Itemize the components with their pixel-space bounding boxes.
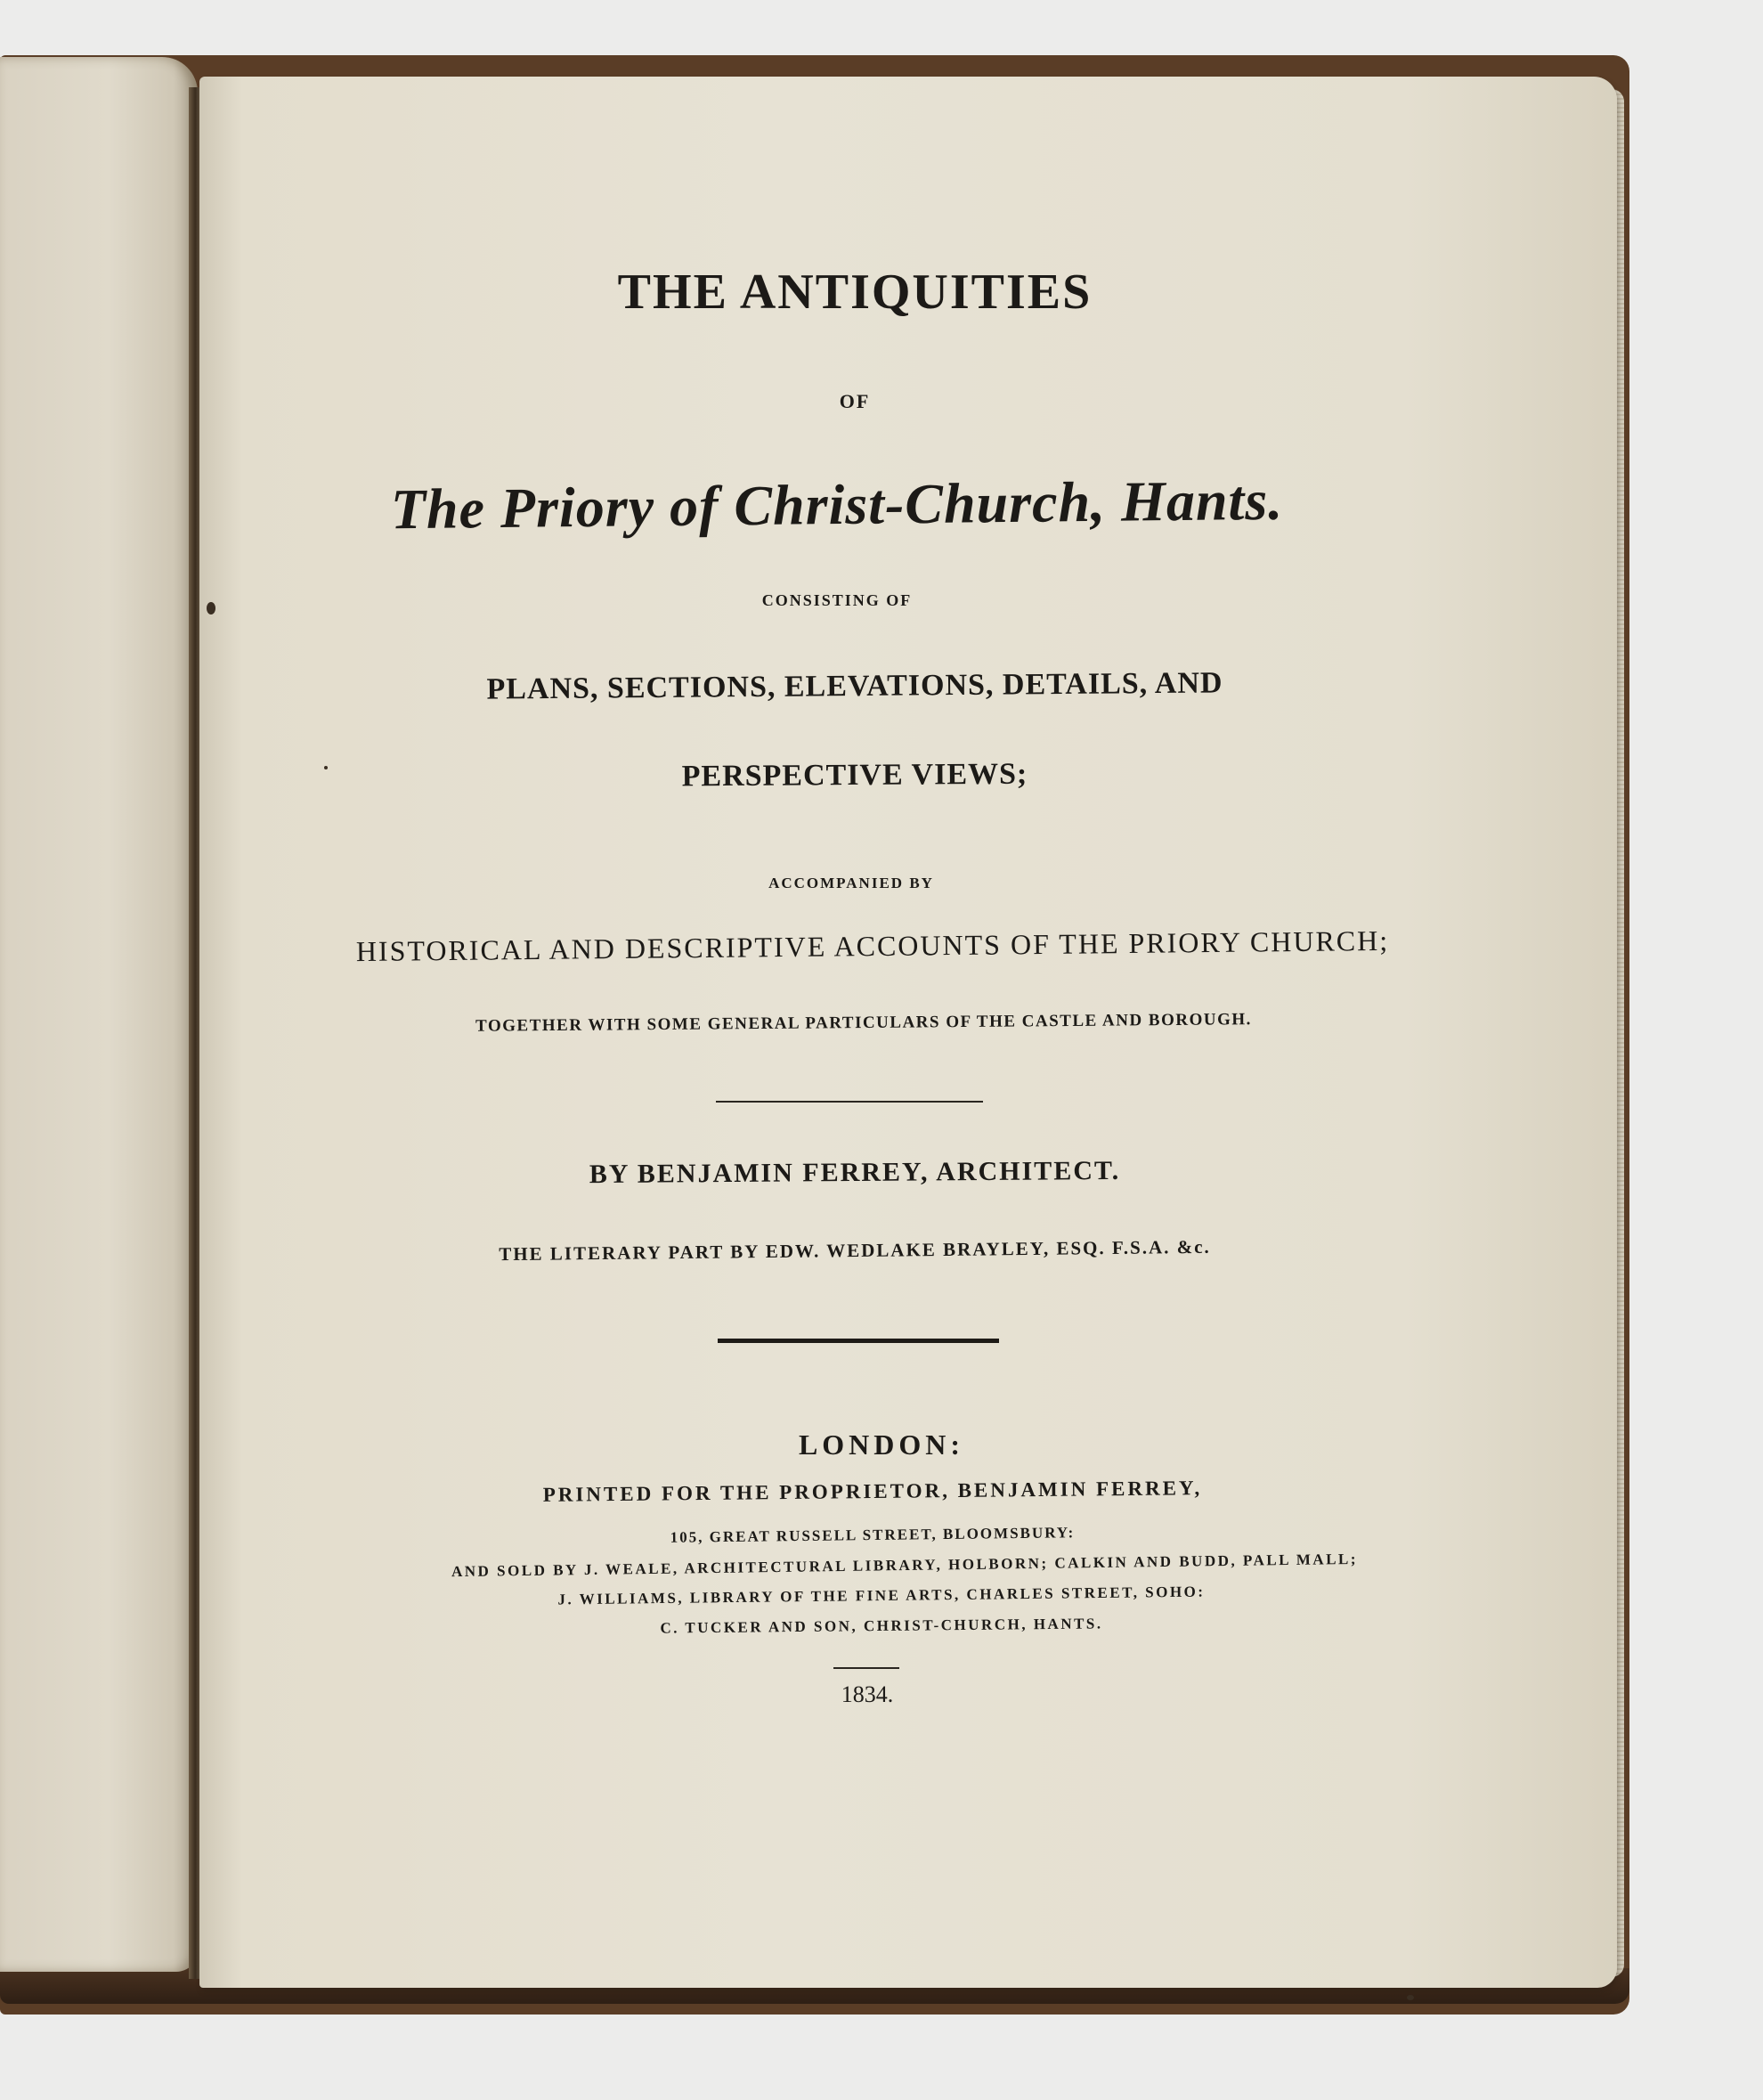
imprint-address: 105, GREAT RUSSELL STREET, BLOOMSBURY: xyxy=(670,1524,1076,1546)
imprint-printed: PRINTED FOR THE PROPRIETOR, BENJAMIN FERREY, xyxy=(542,1477,1203,1506)
historical-line: HISTORICAL AND DESCRIPTIVE ACCOUNTS OF THE PRIORY CHURCH; xyxy=(355,924,1390,968)
book-subject: The Priory of Christ-Church, Hants. xyxy=(390,468,1284,541)
imprint-tucker: C. TUCKER AND SON, CHRIST-CHURCH, HANTS. xyxy=(660,1615,1103,1637)
title-connector: OF xyxy=(839,390,871,412)
ink-speck xyxy=(1407,1995,1414,2000)
accompanied-label: ACCOMPANIED BY xyxy=(768,875,934,891)
imprint-sold-by: AND SOLD BY J. WEALE, ARCHITECTURAL LIBRARY, HOLBORN; CALKIN AND BUDD, PALL MALL; xyxy=(451,1550,1359,1581)
double-rule xyxy=(718,1339,999,1343)
imprint-williams: J. WILLIAMS, LIBRARY OF THE FINE ARTS, CHARLES STREET, SOHO: xyxy=(557,1583,1206,1608)
literary-credit: THE LITERARY PART BY EDW. WEDLAKE BRAYLEY, ESQ. F.S.A. &c. xyxy=(499,1235,1211,1266)
author-line: BY BENJAMIN FERREY, ARCHITECT. xyxy=(589,1155,1121,1190)
divider-rule xyxy=(716,1101,983,1103)
book-title: THE ANTIQUITIES xyxy=(617,265,1093,320)
imprint-city: LONDON: xyxy=(798,1428,965,1461)
together-line: TOGETHER WITH SOME GENERAL PARTICULARS OF THE CASTLE AND BOROUGH. xyxy=(475,1010,1252,1036)
contents-line-1: PLANS, SECTIONS, ELEVATIONS, DETAILS, AND xyxy=(486,666,1223,706)
publication-year: 1834. xyxy=(841,1681,894,1707)
consisting-label: CONSISTING OF xyxy=(761,591,913,609)
year-rule xyxy=(833,1667,899,1669)
contents-line-2: PERSPECTIVE VIEWS; xyxy=(681,757,1028,794)
